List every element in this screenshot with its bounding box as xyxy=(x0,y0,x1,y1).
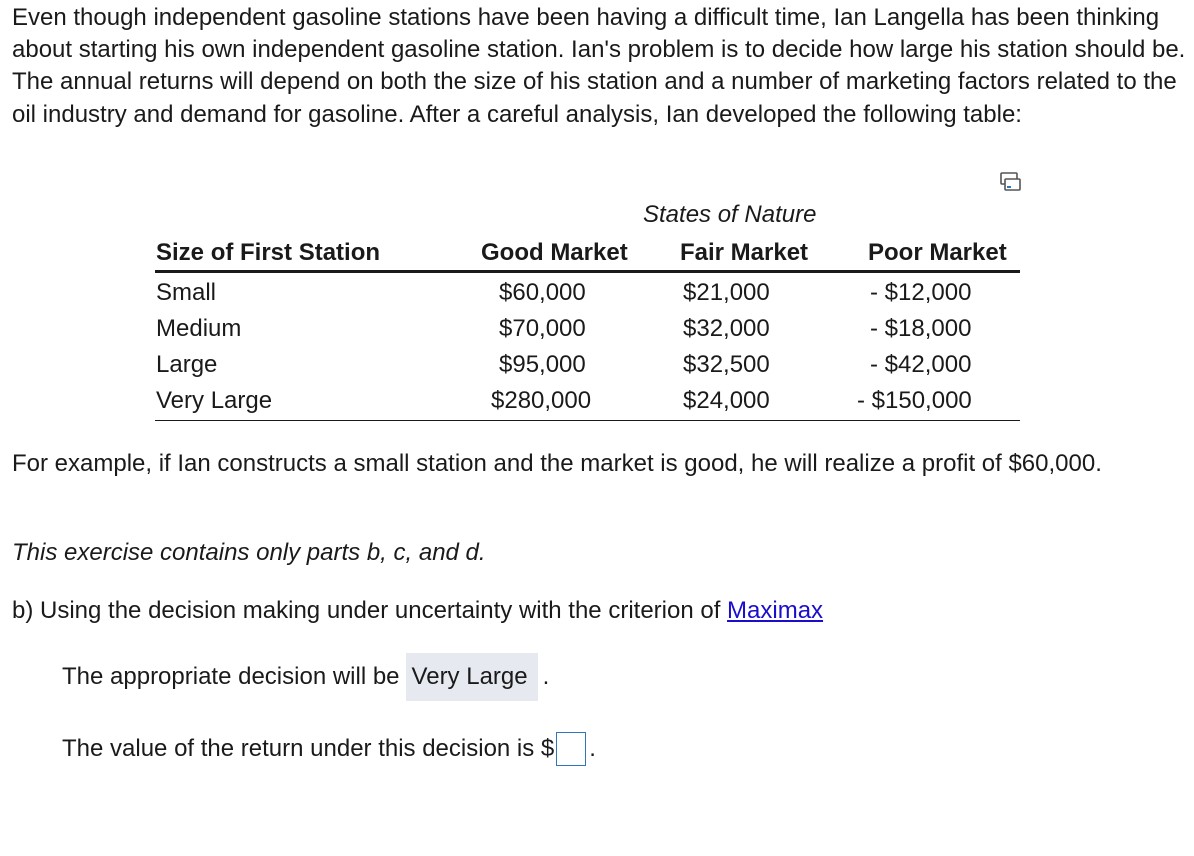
table-bottom-rule xyxy=(155,420,1020,421)
row-medium-fair: $32,000 xyxy=(683,315,770,342)
header-fair-market: Fair Market xyxy=(680,239,809,266)
row-medium-good: $70,000 xyxy=(499,315,586,342)
row-very-large-poor: - $150,000 xyxy=(857,387,972,414)
decision-period: . xyxy=(542,663,550,690)
table-header-rule xyxy=(155,270,1020,273)
row-very-large-label: Very Large xyxy=(156,387,273,414)
return-value-input[interactable] xyxy=(556,732,586,766)
copy-table-icon[interactable] xyxy=(1000,172,1022,192)
row-small-fair: $21,000 xyxy=(683,279,770,306)
row-large-good: $95,000 xyxy=(499,351,586,378)
row-small-good: $60,000 xyxy=(499,279,586,306)
row-large-poor: - $42,000 xyxy=(870,351,972,378)
decision-label: The appropriate decision will be xyxy=(62,663,400,690)
row-small-label: Small xyxy=(156,279,217,306)
exercise-note: This exercise contains only parts b, c, and d. xyxy=(12,539,486,566)
example-text: For example, if Ian constructs a small station and the market is good, he will realize a profit of $60,000. xyxy=(12,450,1102,477)
row-large-fair: $32,500 xyxy=(683,351,770,378)
header-size: Size of First Station xyxy=(156,239,381,266)
row-medium-poor: - $18,000 xyxy=(870,315,972,342)
value-label: The value of the return under this decision is $ xyxy=(62,735,555,762)
part-b-prompt xyxy=(12,595,823,626)
row-large-label: Large xyxy=(156,351,218,378)
value-line xyxy=(62,731,596,767)
row-very-large-fair: $24,000 xyxy=(683,387,770,414)
decision-line xyxy=(62,653,549,701)
row-very-large-good: $280,000 xyxy=(491,387,592,414)
table-caption: States of Nature xyxy=(643,201,817,228)
header-poor-market: Poor Market xyxy=(868,239,1007,266)
value-period: . xyxy=(589,735,596,762)
row-medium-label: Medium xyxy=(156,315,242,342)
row-small-poor: - $12,000 xyxy=(870,279,972,306)
maximax-link[interactable]: Maximax xyxy=(727,597,824,624)
header-good-market: Good Market xyxy=(481,239,628,266)
problem-intro: Even though independent gasoline stations have been having a difficult time, Ian Langella has been thinking about starting his own independent gasoline station. Ian's problem is to decide how large his station should be. The annual returns will depend on both the size of his station and a number of marketing factors related to the oil industry and demand for gasoline. After a careful analysis, Ian developed the following table: xyxy=(12,4,1186,128)
decision-answer-dropdown[interactable]: Very Large xyxy=(406,653,538,701)
part-b-prompt-text: b) Using the decision making under uncertainty with the criterion of xyxy=(12,597,728,624)
